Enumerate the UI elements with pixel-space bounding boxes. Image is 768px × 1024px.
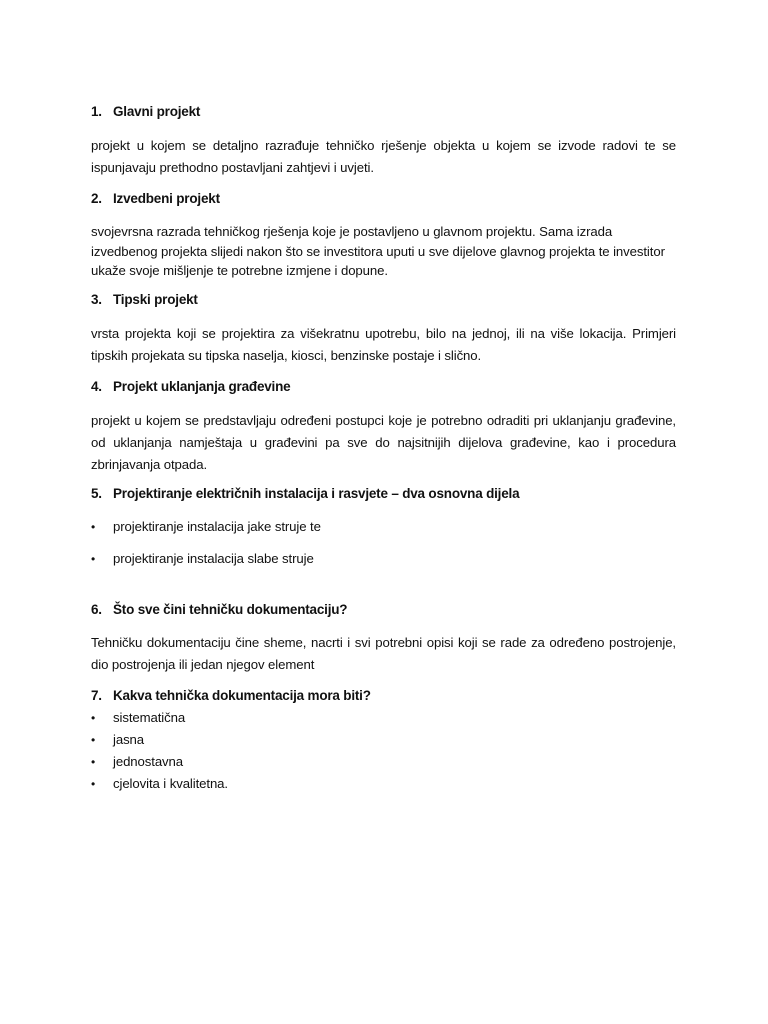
- section-heading: [91, 687, 676, 705]
- list-item: [91, 518, 651, 536]
- section-paragraph: projekt u kojem se predstavljaju određeni postupci koje je potrebno odraditi pri uklanjanju građevine, od uklanjanja namještaja u građevini pa sve do najsitnijih dijelova građevine, kao i procedura zbrinjavanja otpada.: [91, 413, 676, 472]
- section-heading: [91, 190, 676, 208]
- list-item: [91, 731, 651, 749]
- section-number: 7.: [91, 688, 102, 703]
- section-paragraph: Tehničku dokumentaciju čine sheme, nacrti i svi potrebni opisi koji se rade za određeno postrojenje, dio postrojenja ili jedan njegov element: [91, 635, 676, 672]
- section-number: 4.: [91, 379, 102, 394]
- section-heading: [91, 601, 676, 619]
- section-title: Projektiranje električnih instalacija i rasvjete – dva osnovna dijela: [113, 486, 520, 501]
- section-title: Glavni projekt: [113, 104, 201, 119]
- section-heading: [91, 291, 676, 309]
- section-title: Projekt uklanjanja građevine: [113, 379, 291, 394]
- list-item-text: projektiranje instalacija slabe struje: [113, 551, 314, 566]
- bullet-icon: •: [91, 520, 96, 534]
- section-number: 3.: [91, 292, 102, 307]
- bullet-icon: •: [91, 552, 96, 566]
- list-item-text: cjelovita i kvalitetna.: [113, 776, 228, 791]
- section-heading: [91, 485, 676, 503]
- section-heading: [91, 103, 676, 121]
- bullet-icon: •: [91, 711, 96, 725]
- list-item-text: jednostavna: [113, 754, 184, 769]
- section-title: Što sve čini tehničku dokumentaciju?: [113, 602, 348, 617]
- list-item: [91, 709, 651, 727]
- section-title: Tipski projekt: [113, 292, 198, 307]
- list-item-text: sistematična: [113, 710, 186, 725]
- bullet-icon: •: [91, 755, 96, 769]
- section-number: 5.: [91, 486, 102, 501]
- section-heading: [91, 378, 676, 396]
- list-item-text: jasna: [113, 732, 145, 747]
- section-paragraph: vrsta projekta koji se projektira za višekratnu upotrebu, bilo na jednoj, ili na više lokacija. Primjeri tipskih projekata su tipska naselja, kiosci, benzinske postaje i slično.: [91, 326, 676, 363]
- bullet-icon: •: [91, 777, 96, 791]
- section-number: 6.: [91, 602, 102, 617]
- section-paragraph: projekt u kojem se detaljno razrađuje tehničko rješenje objekta u kojem se izvode radovi te se ispunjavaju prethodno postavljani zahtjevi i uvjeti.: [91, 138, 676, 175]
- bullet-icon: •: [91, 733, 96, 747]
- list-item: [91, 775, 651, 793]
- section-title: Izvedbeni projekt: [113, 191, 220, 206]
- section-number: 1.: [91, 104, 102, 119]
- section-title: Kakva tehnička dokumentacija mora biti?: [113, 688, 371, 703]
- section-paragraph: svojevrsna razrada tehničkog rješenja koje je postavljeno u glavnom projektu. Sama izrada izvedbenog projekta slijedi nakon što se investitora uputi u sve dijelove glavnog projekta te investitor ukaže svoje mišljenje te potrebne izmjene i dopune.: [91, 224, 665, 278]
- list-item-text: projektiranje instalacija jake struje te: [113, 519, 321, 534]
- list-item: [91, 550, 651, 568]
- list-item: [91, 753, 651, 771]
- section-number: 2.: [91, 191, 102, 206]
